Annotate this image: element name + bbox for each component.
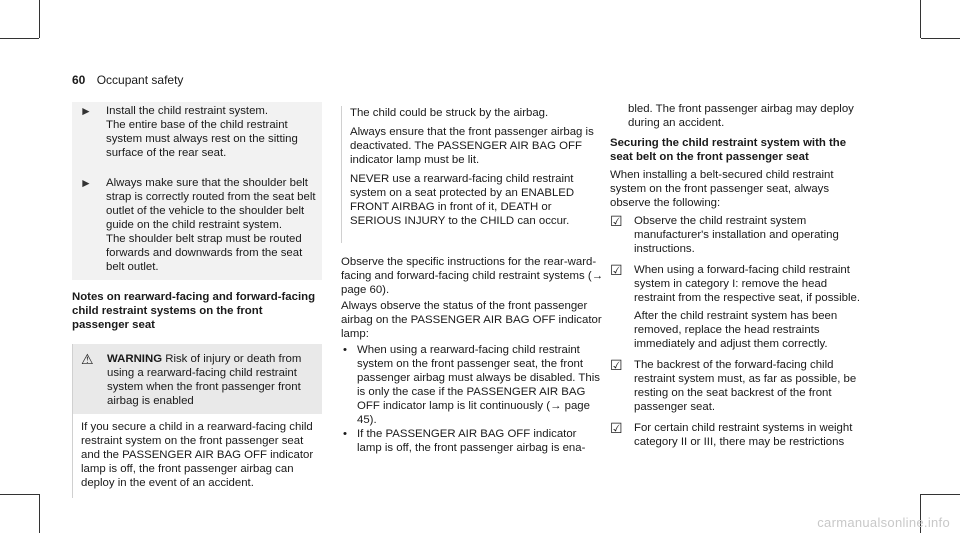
checkbox-tick-icon: ☑: [610, 262, 623, 278]
crop-mark: [920, 0, 921, 38]
section-title: Occupant safety: [96, 73, 184, 87]
crop-mark: [0, 494, 39, 495]
bullet-list: [341, 343, 604, 455]
column-3: [610, 102, 868, 456]
paragraph: When installing a belt-secured child restraint system on the front passenger seat, always observe the following:: [610, 169, 834, 209]
instruction-step: [72, 166, 322, 280]
crop-mark: [921, 494, 960, 495]
checkbox-tick-icon: ☑: [610, 357, 623, 373]
crop-mark: [0, 38, 39, 39]
warning-label: WARNING: [107, 353, 163, 365]
checklist-item: ☑ For certain child restraint systems in weight category II or III, there may be restrictions: [610, 420, 853, 448]
column-1: [72, 102, 322, 498]
warning-text: NEVER use a rearward-facing child restraint system on a seat protected by an ENABLED FRONT AIRBAG in front of it, DEATH or SERIOUS INJURY to the CHILD can occur.: [350, 173, 575, 227]
warning-text: If you secure a child in a rearward-facing child restraint system on the front passenger seat and the PASSENGER AIR BAG OFF indicator lamp is off, the front passenger airbag can deploy in the event of an accident.: [81, 421, 314, 489]
list-item: • If the PASSENGER AIR BAG OFF indicator lamp is off, the front passenger airbag is ena-: [343, 428, 586, 454]
warning-triangle-icon: ⚠: [81, 351, 94, 367]
step-text: Always make sure that the shoulder belt strap is correctly routed from the seat belt outlet of the vehicle to the shoulder belt guide on the child restraint system.: [106, 177, 316, 231]
warning-header: [73, 344, 322, 414]
section-heading: Securing the child restraint system with the seat belt on the front passenger seat: [610, 137, 847, 163]
warning-box: [72, 344, 322, 498]
checkbox-tick-icon: ☑: [610, 213, 623, 229]
checklist: [610, 214, 868, 449]
instruction-step: [72, 102, 322, 166]
warning-title: Risk of injury or death from using a rearward-facing child restraint system when the front passenger front airbag is enabled: [107, 353, 302, 407]
crop-mark: [39, 0, 40, 38]
checklist-item: ☑ When using a forward-facing child restraint system in category I: remove the head restraint from the respective seat, if possible. After the child restraint system has been removed, replace the head restraints immediately and adjust them correctly.: [610, 262, 861, 350]
play-arrow-icon: ►: [80, 104, 92, 118]
page-number: 60: [72, 73, 86, 87]
step-text: Install the child restraint system.: [106, 105, 269, 117]
section-heading: Notes on rearward-facing and forward-facing child restraint systems on the front passenger seat: [72, 291, 316, 331]
paragraph: Observe the specific instructions for the rear-ward-facing and forward-facing child restraint systems (→ page 60).: [341, 256, 604, 296]
watermark: carmanualsonline.info: [817, 515, 950, 530]
step-text: The shoulder belt strap must be routed forwards and downwards from the seat belt outlet.: [106, 233, 303, 273]
bullet-icon: •: [343, 344, 347, 356]
list-item: • When using a rearward-facing child restraint system on the front passenger seat, the front passenger airbag must always be disabled. This is only the case if the PASSENGER AIR BAG OFF indicator lamp is lit continuously (→ page 45).: [343, 344, 600, 426]
play-arrow-icon: ►: [80, 176, 92, 190]
warning-text: Always ensure that the front passenger airbag is deactivated. The PASSENGER AIR BAG OFF indicator lamp must be lit.: [350, 126, 594, 166]
paragraph-continued: bled. The front passenger airbag may deploy during an accident.: [628, 103, 854, 129]
crop-mark: [39, 494, 40, 533]
page-header: [72, 73, 183, 87]
checkbox-tick-icon: ☑: [610, 420, 623, 436]
checklist-item: ☑ The backrest of the forward-facing child restraint system must, as far as possible, be resting on the seat backrest of the front passenger seat.: [610, 357, 857, 413]
paragraph: Always observe the status of the front passenger airbag on the PASSENGER AIR BAG OFF indicator lamp:: [341, 300, 602, 340]
warning-box-continued: [341, 106, 604, 243]
checklist-item: ☑ Observe the child restraint system manufacturer's installation and operating instructions.: [610, 213, 839, 255]
warning-text: The child could be struck by the airbag.: [350, 107, 549, 119]
bullet-icon: •: [343, 428, 347, 440]
column-2: [341, 102, 604, 455]
crop-mark: [921, 38, 960, 39]
step-text: The entire base of the child restraint system must always rest on the sitting surface of the rear seat.: [106, 119, 298, 159]
